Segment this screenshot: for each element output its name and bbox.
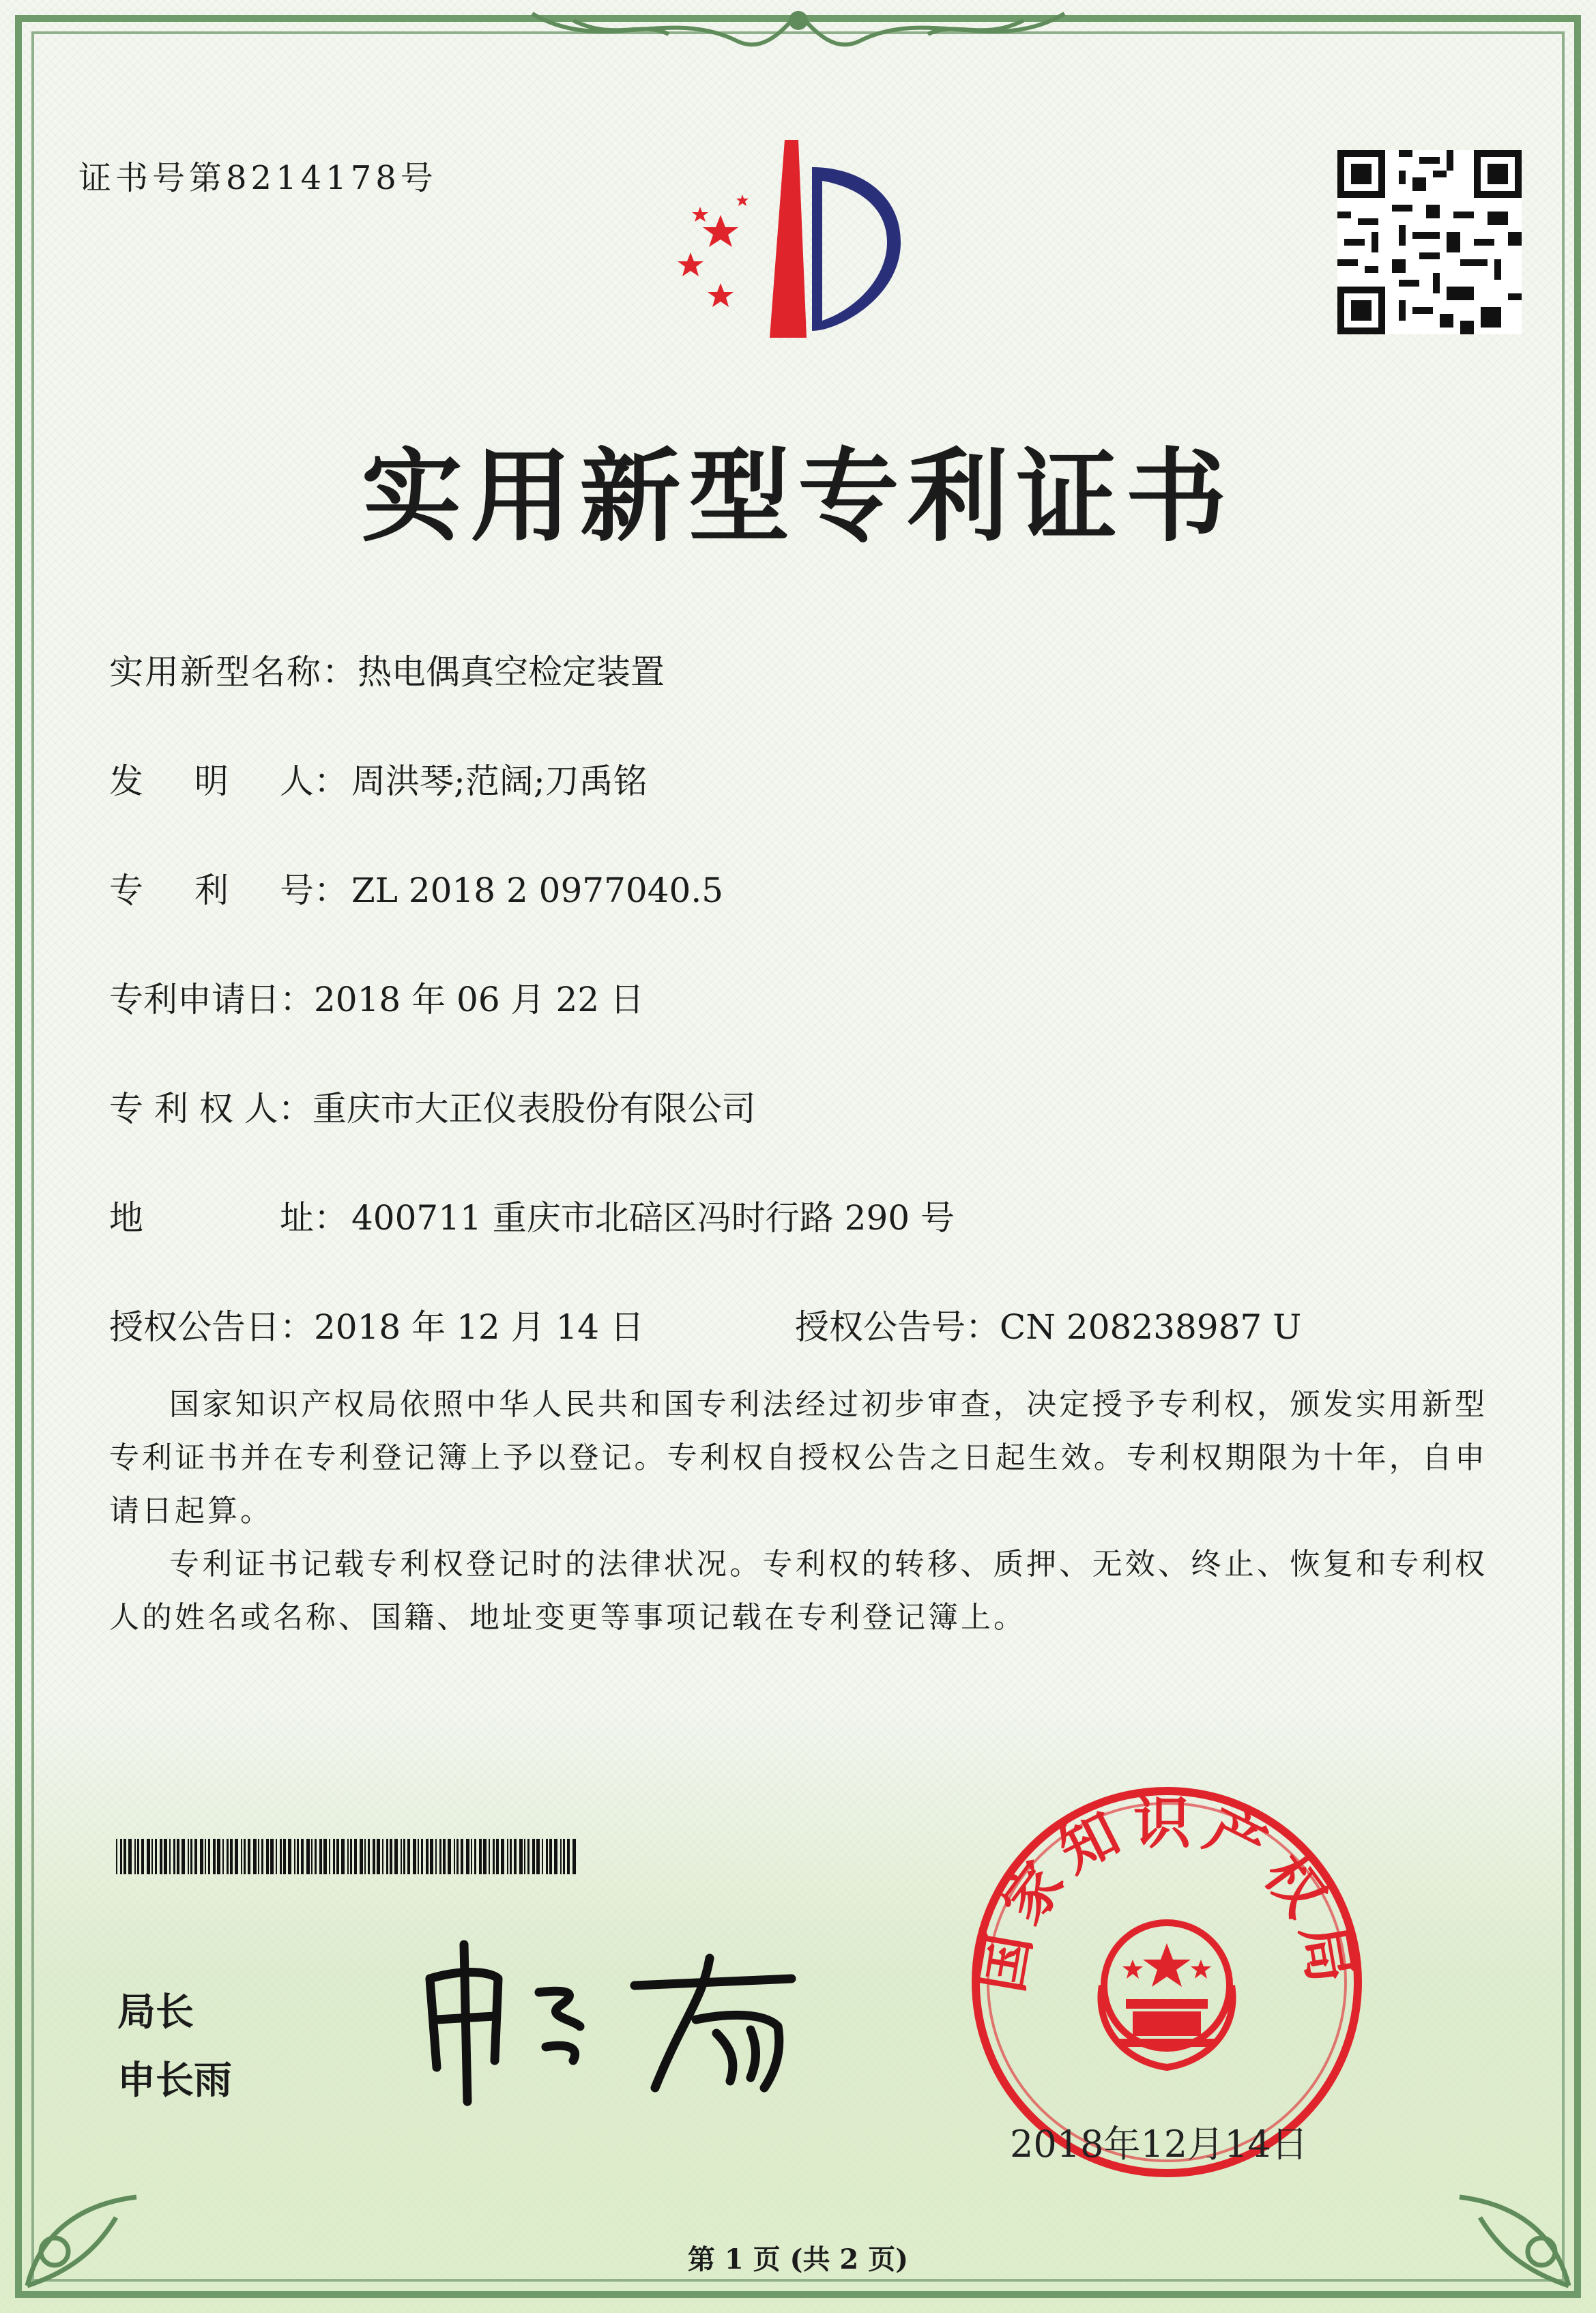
patent-number-label (109, 863, 351, 912)
label-char: 发 (109, 761, 143, 801)
barcode-bar (377, 1839, 380, 1874)
barcode-bar (542, 1839, 543, 1874)
barcode-bar (169, 1839, 171, 1874)
patentee-label: 专 利 权 人： (109, 1089, 313, 1129)
application-date-value: 2018 年 06 月 22 日 (314, 980, 644, 1019)
barcode-bar (213, 1839, 216, 1874)
barcode-bar (341, 1839, 345, 1874)
address-row (109, 1191, 955, 1240)
barcode-bar (368, 1839, 370, 1874)
barcode-bar (124, 1839, 126, 1874)
label-char: 利 (194, 871, 229, 910)
barcode-bar (401, 1839, 402, 1874)
barcode-bar (471, 1839, 472, 1874)
barcode-bar (364, 1839, 366, 1874)
barcode-bar (524, 1839, 525, 1874)
barcode-bar (205, 1839, 206, 1874)
barcode-bar (474, 1839, 476, 1874)
barcode-bar (426, 1839, 429, 1874)
barcode-bar (319, 1839, 322, 1874)
patent-number-row (109, 863, 723, 912)
grant-date-label: 授权公告日： (109, 1307, 314, 1347)
barcode-bar (261, 1839, 263, 1874)
barcode-bar (241, 1839, 242, 1874)
grant-date-value: 2018 年 12 月 14 日 (314, 1307, 644, 1347)
barcode-bar (507, 1839, 508, 1874)
body-paragraph: 专利证书记载专利权登记时的法律状况。专利权的转移、质押、无效、终止、恢复和专利权人的姓名或名称、国籍、地址变更等事项记载在专利登记簿上。 (109, 1547, 1488, 1635)
signature-icon (409, 1931, 853, 2108)
label-char: 明 (194, 761, 229, 801)
qr-code-icon (1337, 150, 1522, 334)
director-title: 局长 (117, 1990, 194, 2035)
seal-date: 2018年12月14日 (1010, 2123, 1308, 2166)
barcode-bar (403, 1839, 405, 1874)
barcode-bar (527, 1839, 529, 1874)
barcode-bar (567, 1839, 570, 1874)
barcode-bar (235, 1839, 238, 1874)
barcode-bar (546, 1839, 548, 1874)
barcode-bar (276, 1839, 277, 1874)
top-ornament-icon (491, 0, 1105, 61)
barcode-bar (270, 1839, 274, 1874)
director-name: 申长雨 (117, 2059, 232, 2103)
patent-office-logo-icon (655, 126, 948, 351)
barcode-bar (230, 1839, 233, 1874)
application-date-label: 专利申请日： (109, 980, 314, 1019)
barcode-bar (173, 1839, 175, 1874)
barcode-bar (141, 1839, 144, 1874)
barcode-bar (514, 1839, 517, 1874)
barcode-bar (217, 1839, 220, 1874)
label-char: 人： (280, 761, 348, 801)
label-char: 地 (109, 1198, 143, 1238)
barcode-bar (297, 1839, 299, 1874)
barcode-bar (532, 1839, 535, 1874)
barcode-bar (323, 1839, 327, 1874)
barcode-bar (493, 1839, 495, 1874)
barcode-bar (222, 1839, 224, 1874)
barcode-bar (280, 1839, 282, 1874)
corner-ornament-icon (1432, 2149, 1582, 2299)
barcode-bar (572, 1839, 576, 1874)
barcode-bar (164, 1839, 167, 1874)
grant-number-row (795, 1300, 1301, 1349)
barcode-bar (177, 1839, 179, 1874)
barcode-bar (301, 1839, 304, 1874)
barcode-bar (227, 1839, 229, 1874)
barcode-bar (306, 1839, 310, 1874)
barcode-bar (418, 1839, 419, 1874)
barcode-bar (288, 1839, 291, 1874)
barcode-icon (116, 1839, 580, 1874)
barcode-bar (244, 1839, 246, 1874)
label-char: 址： (280, 1198, 348, 1238)
inventors-row (109, 754, 648, 803)
barcode-bar (120, 1839, 122, 1874)
barcode-bar (315, 1839, 317, 1874)
utility-model-name-row (109, 645, 665, 694)
barcode-bar (496, 1839, 499, 1874)
patentee-row (109, 1081, 756, 1131)
barcode-bar (194, 1839, 197, 1874)
barcode-bar (258, 1839, 259, 1874)
barcode-bar (435, 1839, 437, 1874)
barcode-bar (283, 1839, 286, 1874)
director-block (117, 1979, 232, 2115)
barcode-bar (394, 1839, 398, 1874)
application-date-row (109, 972, 644, 1021)
barcode-bar (501, 1839, 504, 1874)
barcode-bar (188, 1839, 189, 1874)
barcode-bar (182, 1839, 185, 1874)
barcode-bar (190, 1839, 192, 1874)
label-char: 专 (109, 871, 143, 910)
barcode-bar (248, 1839, 250, 1874)
barcode-bar (116, 1839, 117, 1874)
barcode-bar (294, 1839, 295, 1874)
barcode-bar (128, 1839, 132, 1874)
barcode-bar (456, 1839, 459, 1874)
barcode-bar (390, 1839, 392, 1874)
barcode-bar (347, 1839, 349, 1874)
body-paragraph: 国家知识产权局依照中华人民共和国专利法经过初步审查，决定授予专利权，颁发实用新型专利证书并在专利登记簿上予以登记。专利权自授权公告之日起生效。专利权期限为十年，自申请日起算。 (109, 1387, 1488, 1528)
certificate-body (109, 1378, 1488, 1644)
barcode-bar (510, 1839, 512, 1874)
barcode-bar (479, 1839, 482, 1874)
barcode-bar (536, 1839, 540, 1874)
barcode-bar (560, 1839, 562, 1874)
barcode-bar (147, 1839, 150, 1874)
barcode-bar (466, 1839, 469, 1874)
utility-model-name-value: 热电偶真空检定装置 (358, 652, 665, 692)
barcode-bar (354, 1839, 357, 1874)
barcode-bar (519, 1839, 523, 1874)
inventors-value: 周洪琴;范阔;刀禹铭 (351, 761, 648, 801)
address-label (109, 1191, 351, 1240)
barcode-bar (373, 1839, 375, 1874)
barcode-bar (563, 1839, 565, 1874)
barcode-bar (549, 1839, 552, 1874)
barcode-bar (329, 1839, 330, 1874)
barcode-bar (461, 1839, 463, 1874)
barcode-bar (134, 1839, 136, 1874)
barcode-bar (483, 1839, 487, 1874)
corner-ornament-icon (14, 2149, 164, 2299)
barcode-bar (155, 1839, 157, 1874)
barcode-bar (443, 1839, 446, 1874)
barcode-bar (421, 1839, 423, 1874)
barcode-bar (253, 1839, 257, 1874)
patentee-value: 重庆市大正仪表股份有限公司 (312, 1089, 756, 1129)
barcode-bar (208, 1839, 210, 1874)
barcode-bar (448, 1839, 451, 1874)
barcode-bar (350, 1839, 352, 1874)
barcode-bar (137, 1839, 139, 1874)
address-value: 400711 重庆市北碚区冯时行路 290 号 (351, 1198, 955, 1238)
page-number: 第 1 页 (共 2 页) (687, 2243, 909, 2275)
grant-date-row (109, 1300, 644, 1349)
grant-number-value: CN 208238987 U (1000, 1307, 1302, 1347)
inventors-label (109, 754, 351, 803)
barcode-bar (407, 1839, 410, 1874)
barcode-bar (160, 1839, 162, 1874)
barcode-bar (439, 1839, 441, 1874)
barcode-bar (554, 1839, 557, 1874)
barcode-bar (454, 1839, 455, 1874)
barcode-bar (151, 1839, 153, 1874)
certificate-number: 证书号第8214178号 (78, 159, 437, 197)
barcode-bar (200, 1839, 203, 1874)
barcode-bar (360, 1839, 363, 1874)
utility-model-name-label: 实用新型名称： (109, 652, 358, 692)
barcode-bar (382, 1839, 383, 1874)
barcode-bar (489, 1839, 490, 1874)
certificate-title: 实用新型专利证书 (361, 437, 1235, 555)
grant-number-label: 授权公告号： (795, 1307, 1000, 1347)
barcode-bar (336, 1839, 339, 1874)
barcode-bar (413, 1839, 416, 1874)
barcode-bar (430, 1839, 433, 1874)
patent-number-value: ZL 2018 2 0977040.5 (351, 871, 724, 910)
barcode-bar (311, 1839, 313, 1874)
seal-text: 国家知识产权局 (966, 1788, 1367, 1997)
barcode-bar (386, 1839, 388, 1874)
barcode-bar (333, 1839, 335, 1874)
barcode-bar (266, 1839, 269, 1874)
label-char: 号： (280, 871, 348, 910)
